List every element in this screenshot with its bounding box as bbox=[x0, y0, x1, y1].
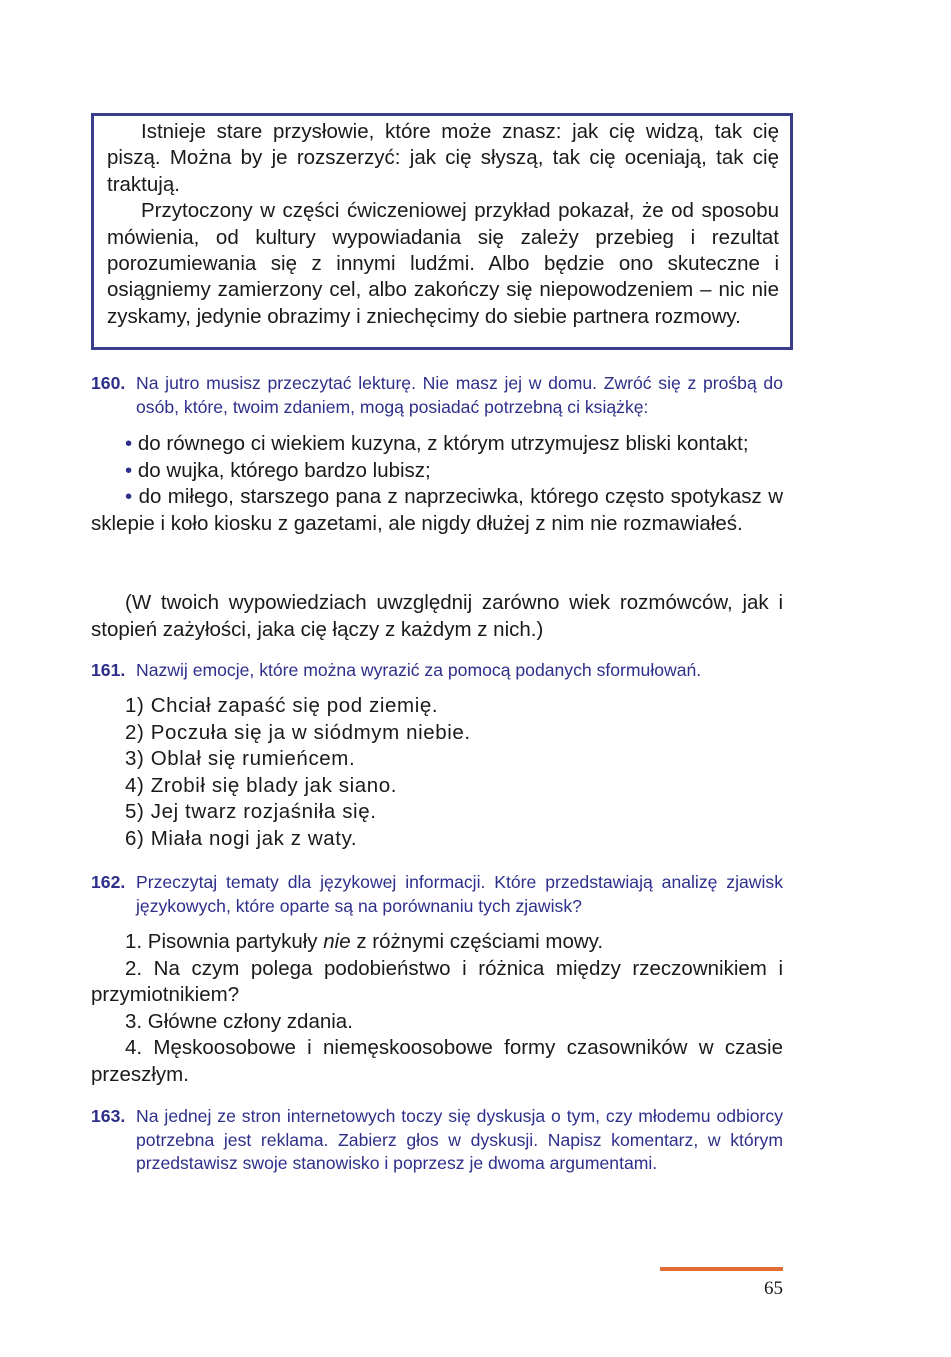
list-item: 2. Na czym polega podobieństwo i różnica między rzeczownikiem i przymiotnikiem? bbox=[91, 956, 783, 1006]
task-162-list bbox=[91, 929, 783, 1088]
bullet-icon: • bbox=[125, 485, 133, 508]
task-number: 162. bbox=[91, 872, 126, 892]
task-number: 163. bbox=[91, 1106, 126, 1126]
list-item: 3. Główne człony zdania. bbox=[125, 1009, 353, 1033]
intro-paragraph-2: Przytoczony w części ćwiczeniowej przykład pokazał, że od sposobu mówienia, od kultury wypowiadania się zależy przebieg i rezultat porozumiewania się z innymi ludźmi. Albo będzie ono skuteczne i osiągniemy zamierzony cel, albo zakończy się niepowodzeniem – nic nie zyskamy, jedynie obrazimy i zniechęcimy do siebie partnera rozmowy. bbox=[107, 199, 779, 328]
task-instruction: Na jutro musisz przeczytać lekturę. Nie masz jej w domu. Zwróć się z prośbą do osób, które, twoim zdaniem, mogą posiadać potrzebną ci książkę: bbox=[136, 373, 783, 417]
task-160-bullets bbox=[91, 431, 783, 537]
list-item: 1) Chciał zapaść się pod ziemię. bbox=[125, 694, 439, 717]
page-number: 65 bbox=[764, 1278, 783, 1299]
list-item: • do równego ci wiekiem kuzyna, z którym utrzymujesz bliski kontakt; bbox=[125, 432, 749, 455]
task-instruction: Na jednej ze stron internetowych toczy się dyskusja o tym, czy młodemu odbiorcy potrzebna jest reklama. Zabierz głos w dyskusji. Napisz komentarz, w którym przedstawisz swoje stanowisko i poprzesz je dwoma argumentami. bbox=[136, 1106, 783, 1173]
list-item: 6) Miała nogi jak z waty. bbox=[125, 826, 358, 850]
task-162 bbox=[91, 871, 783, 918]
list-item: 3) Oblał się rumieńcem. bbox=[125, 747, 356, 770]
task-163 bbox=[91, 1105, 783, 1176]
bullet-icon: • bbox=[125, 432, 133, 455]
list-item: • do wujka, którego bardzo lubisz; bbox=[125, 458, 431, 482]
intro-paragraph-1: Istnieje stare przysłowie, które może znasz: jak cię widzą, tak cię piszą. Można by je rozszerzyć: jak cię słyszą, tak cię oceniają, tak cię traktują. bbox=[107, 120, 779, 196]
task-number: 160. bbox=[91, 373, 126, 393]
task-number: 161. bbox=[91, 660, 126, 680]
task-instruction: Nazwij emocje, które można wyrazić za pomocą podanych sformułowań. bbox=[136, 660, 702, 680]
task-161-list bbox=[125, 693, 785, 852]
list-item: 5) Jej twarz rozjaśniła się. bbox=[125, 800, 377, 823]
bullet-icon: • bbox=[125, 458, 133, 482]
list-item: 4. Męskoosobowe i niemęskoosobowe formy czasowników w czasie przeszłym. bbox=[91, 1036, 783, 1086]
task-160-note bbox=[91, 590, 783, 643]
task-161 bbox=[91, 659, 783, 683]
footer-accent-rule bbox=[660, 1267, 783, 1271]
list-item: 4) Zrobił się blady jak siano. bbox=[125, 773, 398, 797]
intro-box bbox=[91, 113, 793, 350]
task-160 bbox=[91, 372, 783, 419]
list-item: • do miłego, starszego pana z naprzeciwka, którego często spotykasz w sklepie i koło kiosku z gazetami, ale nigdy dłużej z nim nie rozmawiałeś. bbox=[91, 485, 784, 535]
note-paragraph: (W twoich wypowiedziach uwzględnij zarówno wiek rozmówców, jak i stopień zażyłości, jaka cię łączy z każdym z nich.) bbox=[91, 591, 783, 641]
task-instruction: Przeczytaj tematy dla językowej informacji. Które przedstawiają analizę zjawisk językowych, które oparte są na porównaniu tych zjawisk? bbox=[136, 872, 783, 916]
list-item: 1. Pisownia partykuły nie z różnymi częściami mowy. bbox=[125, 930, 604, 953]
list-item: 2) Poczuła się ja w siódmym niebie. bbox=[125, 720, 471, 744]
